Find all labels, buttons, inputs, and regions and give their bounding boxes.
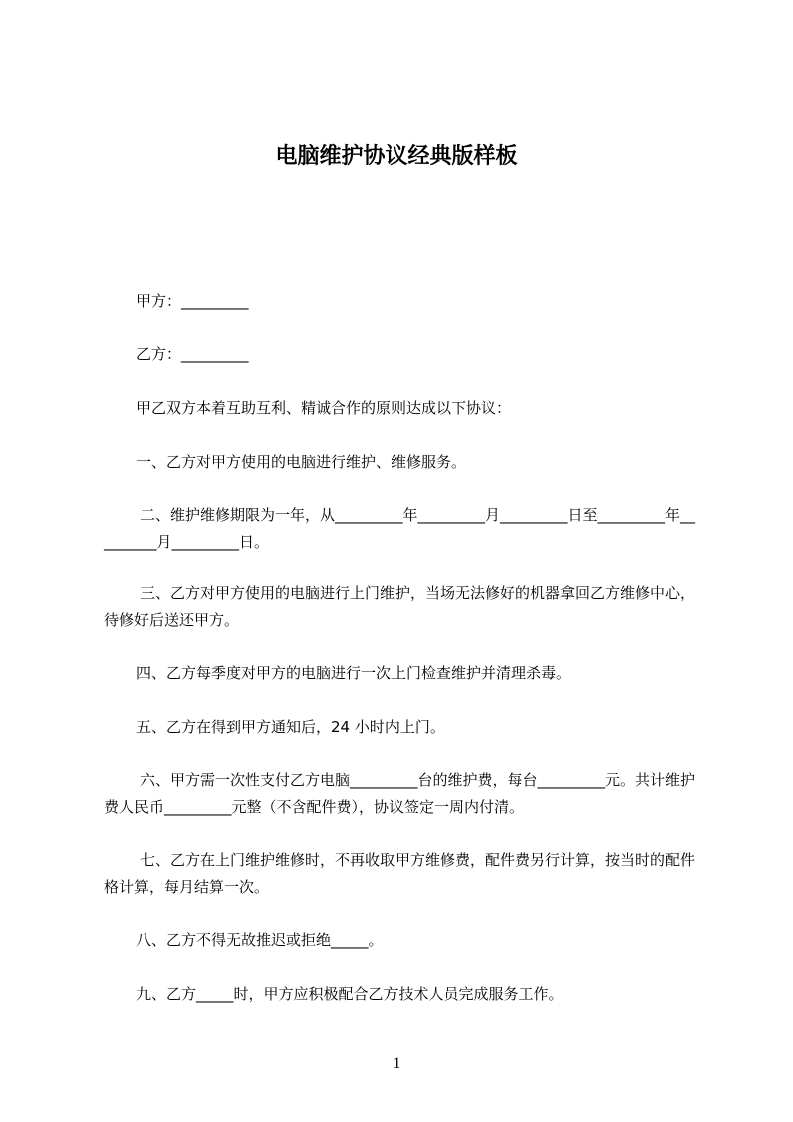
clause-9: 九、乙方_____时，甲方应积极配合乙方技术人员完成服务工作。 — [136, 985, 564, 1003]
clause-7: 七、乙方在上门维护维修时，不再收取甲方维修费，配件费另行计算，按当时的配件格计算，每月结算一次。 — [104, 851, 696, 896]
clause-2: 二、维护维修期限为一年，从_________年_________月_________日至_________年_________月_________日。 — [104, 506, 696, 551]
intro-paragraph: 甲乙双方本着互助互利、精诚合作的原则达成以下协议： — [136, 399, 512, 417]
party-a-line: 甲方：_________ — [136, 292, 249, 310]
party-b-line: 乙方：_________ — [136, 345, 249, 363]
page-number: 1 — [392, 1055, 401, 1072]
clause-8: 八、乙方不得无故推迟或拒绝_____。 — [136, 931, 384, 949]
clause-1: 一、乙方对甲方使用的电脑进行维护、维修服务。 — [136, 453, 467, 471]
clause-6: 六、甲方需一次性支付乙方电脑_________台的维护费，每台_________元。共计维护费人民币_________元整（不含配件费），协议签定一周内付清。 — [104, 771, 696, 816]
clause-4: 四、乙方每季度对甲方的电脑进行一次上门检查维护并清理杀毒。 — [136, 664, 572, 682]
page-title: 电脑维护协议经典版样板 — [275, 144, 518, 169]
clause-3: 三、乙方对甲方使用的电脑进行上门维护，当场无法修好的机器拿回乙方维修中心，待修好后送还甲方。 — [104, 584, 696, 629]
clause-5: 五、乙方在得到甲方通知后，24 小时内上门。 — [136, 718, 445, 736]
